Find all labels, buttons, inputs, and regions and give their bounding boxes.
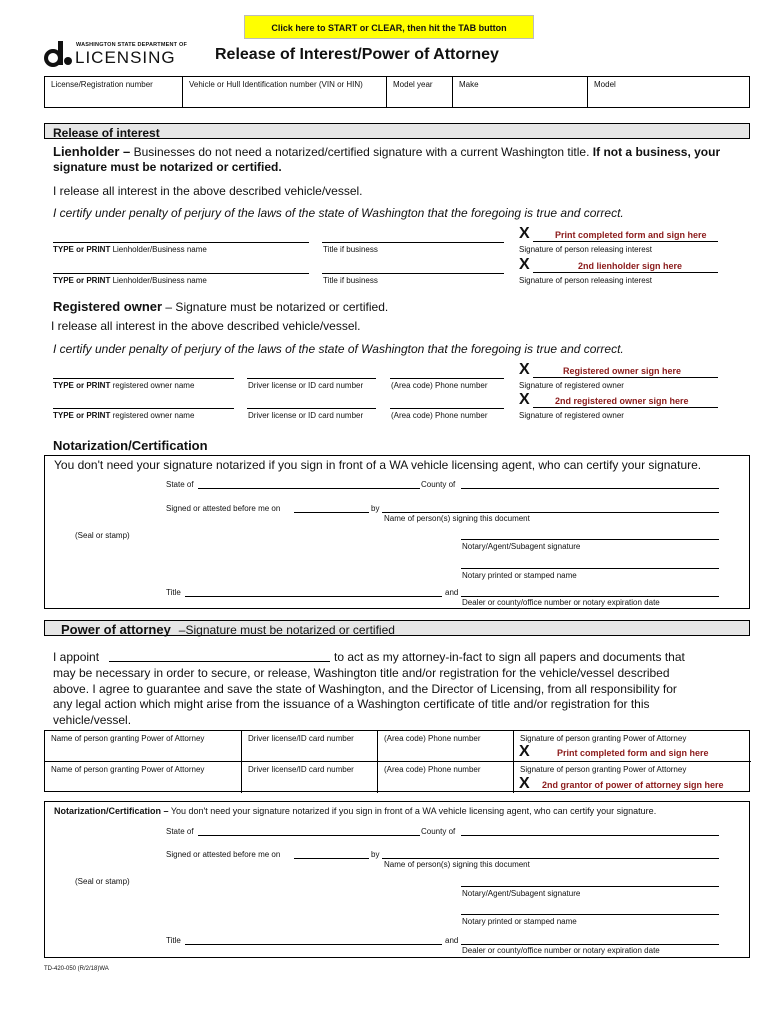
lienholder-label: Lienholder – [53, 144, 131, 159]
second-owner-hint: 2nd registered owner sign here [555, 396, 689, 406]
and-label: and [445, 588, 459, 597]
attorney-name-field[interactable] [109, 661, 330, 662]
state-of-field-2[interactable] [198, 835, 420, 836]
title-label: Title [166, 588, 181, 597]
notary-box-2 [44, 801, 750, 958]
logo-dept: WASHINGTON STATE DEPARTMENT OF [76, 42, 188, 48]
name-signing-label: Name of person(s) signing this document [384, 514, 530, 523]
and-label-2: and [445, 936, 459, 945]
notary-signature-field-2[interactable] [461, 886, 719, 887]
signer-name-field[interactable] [382, 512, 719, 513]
signed-date-field[interactable] [294, 512, 369, 513]
grantor-phone-field[interactable]: (Area code) Phone number [378, 731, 514, 762]
notary-sig-label: Notary/Agent/Subagent signature [462, 542, 581, 551]
release-header-bar [44, 123, 750, 139]
owner-name-label[interactable]: TYPE or PRINT registered owner name [53, 381, 195, 390]
x-mark: X [519, 361, 530, 378]
model-field[interactable]: Model [594, 80, 616, 89]
lienholder-bold: If not a business, your signature must be notarized or certified. [53, 145, 721, 174]
grantor-name-field[interactable]: Name of person granting Power of Attorney [45, 731, 242, 762]
county-of-label: County of [421, 480, 456, 489]
grantor-name-field-2[interactable]: Name of person granting Power of Attorney [45, 762, 242, 793]
owner-signature-label[interactable]: Signature of registered owner [519, 381, 624, 390]
grantor-signature-field[interactable]: Signature of person granting Power of Attorney [520, 734, 687, 743]
second-grantor-hint: 2nd grantor of power of attorney sign here [542, 780, 724, 790]
poa-para-5: vehicle/vessel. [53, 713, 132, 727]
grantor-dl-field-2[interactable]: Driver license/ID card number [242, 762, 378, 793]
lien-release-statement: I release all interest in the above described vehicle/vessel. [53, 184, 363, 198]
state-of-label-2: State of [166, 827, 194, 836]
notary2-intro: Notarization/Certification – You don't need your signature notarized if you sign in front of a WA vehicle licensing agent, who can certify your signature. [54, 806, 657, 816]
owner-dl-label[interactable]: Driver license or ID card number [248, 381, 364, 390]
notary-intro: You don't need your signature notarized if you sign in front of a WA vehicle licensing agent, who can certify your signature. [54, 458, 702, 472]
document-title: Release of Interest/Power of Attorney [215, 46, 499, 63]
x-mark: X [519, 225, 530, 242]
owner-para: Registered owner – Signature must be notarized or certified. [53, 299, 389, 314]
owner-signature-label-2[interactable]: Signature of registered owner [519, 411, 624, 420]
dol-logo [44, 39, 194, 69]
signer-name-field-2[interactable] [382, 858, 719, 859]
license-number-field[interactable]: License/Registration number [45, 77, 183, 107]
poa-para-4: any legal action which might arise from the issuance of a Washington certificate of title and/or registration for this [53, 697, 650, 711]
owner-phone-label-2[interactable]: (Area code) Phone number [391, 411, 488, 420]
signed-before-label-2: Signed or attested before me on [166, 850, 281, 859]
appoint-text: to act as my attorney-in-fact to sign all papers and documents that [334, 650, 685, 664]
lienholder-text: Businesses do not need a notarized/certified signature with a current Washington title. [130, 145, 593, 159]
title-if-business-label-2[interactable]: Title if business [323, 276, 378, 285]
lienholder-name-label-2[interactable]: TYPE or PRINT Lienholder/Business name [53, 276, 207, 285]
title-label-2: Title [166, 936, 181, 945]
notary-header: Notarization/Certification [53, 438, 208, 453]
title-field[interactable] [185, 596, 442, 597]
dol-logo-icon [44, 39, 72, 67]
dealer-label-2: Dealer or county/office number or notary expiration date [462, 946, 660, 955]
owner-sign-hint: Registered owner sign here [563, 366, 682, 376]
notary-printed-field[interactable] [461, 568, 719, 569]
title-field-2[interactable] [185, 944, 442, 945]
poa-para-2: may be necessary in order to secure, or release, Washington title and/or registration for the vehicle/vessel described [53, 666, 670, 680]
county-of-field-2[interactable] [461, 835, 719, 836]
by-label: by [371, 504, 380, 513]
x-mark: X [519, 391, 530, 408]
signed-before-label: Signed or attested before me on [166, 504, 281, 513]
notary-signature-field[interactable] [461, 539, 719, 540]
name-signing-label-2: Name of person(s) signing this document [384, 860, 530, 869]
poa-para-3: above. I agree to guarantee and save the state of Washington, and the Director of Licensing, from all responsibility for [53, 682, 677, 696]
seal-label-2: (Seal or stamp) [75, 877, 130, 886]
notary-box-1 [44, 455, 750, 609]
make-field[interactable]: Make [453, 77, 588, 107]
state-of-label: State of [166, 480, 194, 489]
state-of-field[interactable] [198, 488, 420, 489]
dealer-field[interactable] [461, 596, 719, 597]
county-of-field[interactable] [461, 488, 719, 489]
notary-sig-label-2: Notary/Agent/Subagent signature [462, 889, 581, 898]
owner-dl-label-2[interactable]: Driver license or ID card number [248, 411, 364, 420]
x-mark: X [519, 743, 530, 760]
x-mark: X [519, 256, 530, 273]
dealer-label: Dealer or county/office number or notary expiration date [462, 598, 660, 607]
owner-phone-label[interactable]: (Area code) Phone number [391, 381, 488, 390]
lien-signature-label-2[interactable]: Signature of person releasing interest [519, 276, 652, 285]
notary-printed-label: Notary printed or stamped name [462, 571, 577, 580]
dealer-field-2[interactable] [461, 944, 719, 945]
print-sign-hint: Print completed form and sign here [555, 230, 707, 240]
grantor-signature-field-2[interactable]: Signature of person granting Power of Attorney [520, 765, 687, 774]
seal-label: (Seal or stamp) [75, 531, 130, 540]
county-of-label-2: County of [421, 827, 456, 836]
release-header: Release of interest [53, 126, 160, 140]
signed-date-field-2[interactable] [294, 858, 369, 859]
poa-print-sign-hint: Print completed form and sign here [557, 748, 709, 758]
x-mark: X [519, 775, 530, 792]
form-number: TD-420-050 (R/2/18)WA [44, 966, 109, 972]
logo-name: LICENSING [75, 48, 176, 67]
notary-printed-field-2[interactable] [461, 914, 719, 915]
second-lienholder-hint: 2nd lienholder sign here [578, 261, 683, 271]
lienholder-name-label[interactable]: TYPE or PRINT Lienholder/Business name [53, 245, 207, 254]
lien-signature-label[interactable]: Signature of person releasing interest [519, 245, 652, 254]
model-year-field[interactable]: Model year [387, 77, 453, 107]
notary-printed-label-2: Notary printed or stamped name [462, 917, 577, 926]
vin-field[interactable]: Vehicle or Hull Identification number (VIN or HIN) [183, 77, 387, 107]
lienholder-para [53, 144, 733, 175]
owner-release-statement: I release all interest in the above described vehicle/vessel. [51, 319, 361, 333]
grantor-phone-field-2[interactable]: (Area code) Phone number [378, 762, 514, 793]
grantor-dl-field[interactable]: Driver license/ID card number [242, 731, 378, 762]
start-clear-button[interactable]: Click here to START or CLEAR, then hit the TAB button [244, 15, 534, 39]
owner-name-label-2[interactable]: TYPE or PRINT registered owner name [53, 411, 195, 420]
owner-certify: I certify under penalty of perjury of the laws of the state of Washington that the foregoing is true and correct. [53, 342, 624, 356]
poa-header: Power of attorney –Signature must be notarized or certified [61, 622, 395, 637]
appoint-label: I appoint [53, 650, 100, 664]
vehicle-info-grid [44, 76, 750, 108]
lien-certify: I certify under penalty of perjury of the laws of the state of Washington that the foregoing is true and correct. [53, 206, 624, 220]
title-if-business-label[interactable]: Title if business [323, 245, 378, 254]
poa-header-bar [44, 620, 750, 636]
by-label-2: by [371, 850, 380, 859]
